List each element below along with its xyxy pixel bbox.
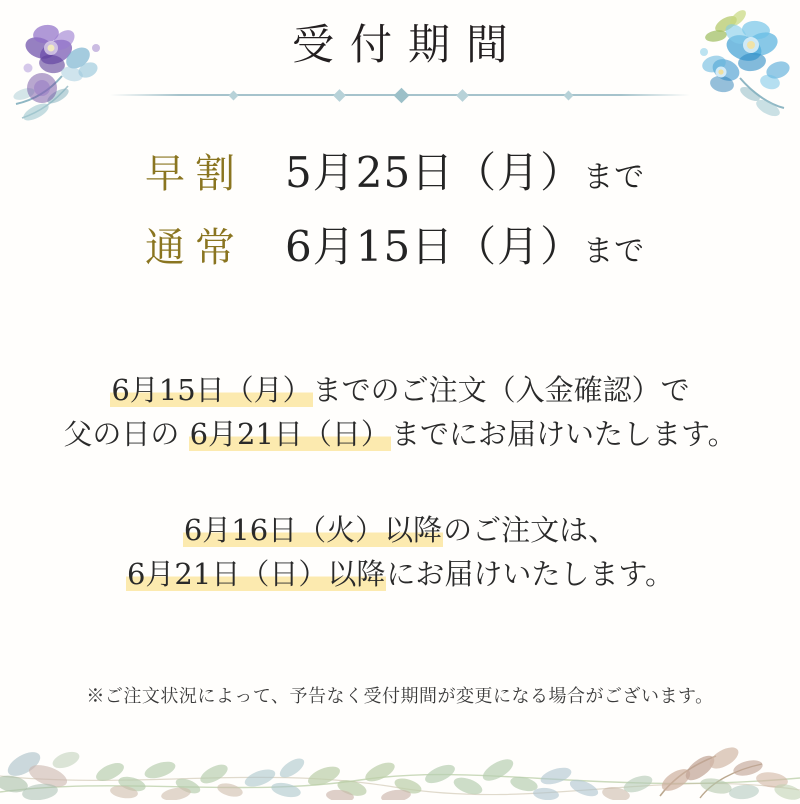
divider-diamond-right-outer (564, 90, 574, 100)
divider-diamond-center (394, 87, 410, 103)
delivery-notice-line-2-prefix: 父の日の (63, 417, 189, 452)
botanical-leaves-border-icon (0, 680, 800, 800)
deadline-row-regular (0, 214, 800, 274)
disclaimer-note: ※ご注文状況によって、予告なく受付期間が変更になる場合がございます。 (86, 686, 714, 707)
deadline-value-regular (285, 214, 705, 274)
deadline-label-early: 早割 (145, 151, 245, 197)
highlight-order-deadline-date: 6月15日（月） (111, 373, 312, 407)
deadline-date-regular: 6月15日（月） (285, 222, 584, 271)
highlight-fathers-day-date: 6月21日（日） (189, 417, 390, 452)
deadline-date-early: 5月25日（月） (285, 148, 584, 197)
divider-diamond-left-outer (229, 90, 239, 100)
delivery-notice-line-2 (0, 412, 800, 456)
deadline-suffix-early: まで (583, 160, 646, 195)
divider-diamond-left (333, 89, 346, 102)
delivery-notice-line-2-text: までにお届けいたします。 (390, 417, 737, 452)
deadline-label-regular: 通常 (145, 225, 245, 271)
ornamental-divider-icon (110, 88, 690, 102)
delivery-notice-line-1-text: までのご注文（入金確認）で (312, 373, 690, 407)
page-title: 受付期間 (291, 20, 524, 69)
divider-diamond-right (456, 89, 469, 102)
late-order-notice-line-2-text: にお届けいたします。 (386, 557, 675, 592)
late-order-notice-line-1-text: のご注文は、 (443, 513, 618, 547)
deadline-suffix-regular: まで (583, 234, 646, 269)
delivery-notice-paragraph (0, 368, 800, 456)
deadline-list (0, 140, 800, 288)
delivery-notice-line-1 (0, 368, 800, 412)
highlight-late-delivery-date: 6月21日（日）以降 (126, 557, 386, 592)
late-order-notice-paragraph (0, 508, 800, 596)
late-order-notice-line-1 (0, 508, 800, 552)
deadline-value-early (285, 140, 705, 200)
highlight-late-order-date: 6月16日（火）以降 (183, 513, 443, 547)
deadline-row-early (0, 140, 800, 200)
late-order-notice-line-2 (0, 552, 800, 596)
page-title-block (0, 12, 800, 72)
